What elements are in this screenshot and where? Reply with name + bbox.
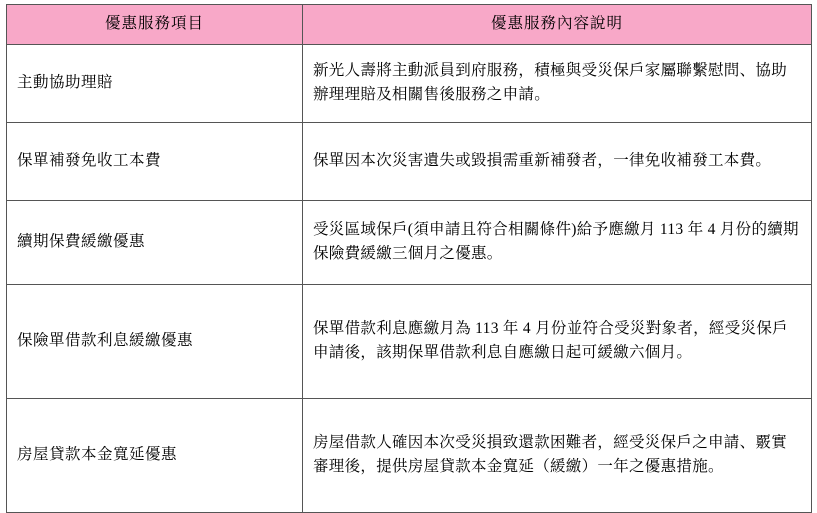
row-description: 保單借款利息應繳月為 113 年 4 月份並符合受災對象者，經受災保戶申請後，該期保單借款利息自應繳日起可緩繳六個月。 <box>303 285 812 399</box>
benefits-table <box>6 4 812 513</box>
table-header <box>7 5 812 45</box>
column-header-description: 優惠服務內容說明 <box>303 5 812 45</box>
row-description: 保單因本次災害遺失或毀損需重新補發者，一律免收補發工本費。 <box>303 123 812 201</box>
table-row <box>7 285 812 399</box>
row-item-label: 保單補發免收工本費 <box>7 123 303 201</box>
row-item-label: 續期保費緩繳優惠 <box>7 201 303 285</box>
table-row <box>7 123 812 201</box>
table-body <box>7 45 812 513</box>
row-description: 受災區域保戶(須申請且符合相關條件)給予應繳月 113 年 4 月份的續期保險費緩繳三個月之優惠。 <box>303 201 812 285</box>
table-header-row <box>7 5 812 45</box>
row-description: 房屋借款人確因本次受災損致還款困難者，經受災保戶之申請、覈實審理後，提供房屋貸款本金寬延（緩繳）一年之優惠措施。 <box>303 399 812 513</box>
table-row <box>7 399 812 513</box>
row-item-label: 主動協助理賠 <box>7 45 303 123</box>
table-row <box>7 45 812 123</box>
row-description: 新光人壽將主動派員到府服務，積極與受災保戶家屬聯繫慰問、協助辦理理賠及相關售後服務之申請。 <box>303 45 812 123</box>
table-row <box>7 201 812 285</box>
row-item-label: 房屋貸款本金寬延優惠 <box>7 399 303 513</box>
row-item-label: 保險單借款利息緩繳優惠 <box>7 285 303 399</box>
column-header-item: 優惠服務項目 <box>7 5 303 45</box>
